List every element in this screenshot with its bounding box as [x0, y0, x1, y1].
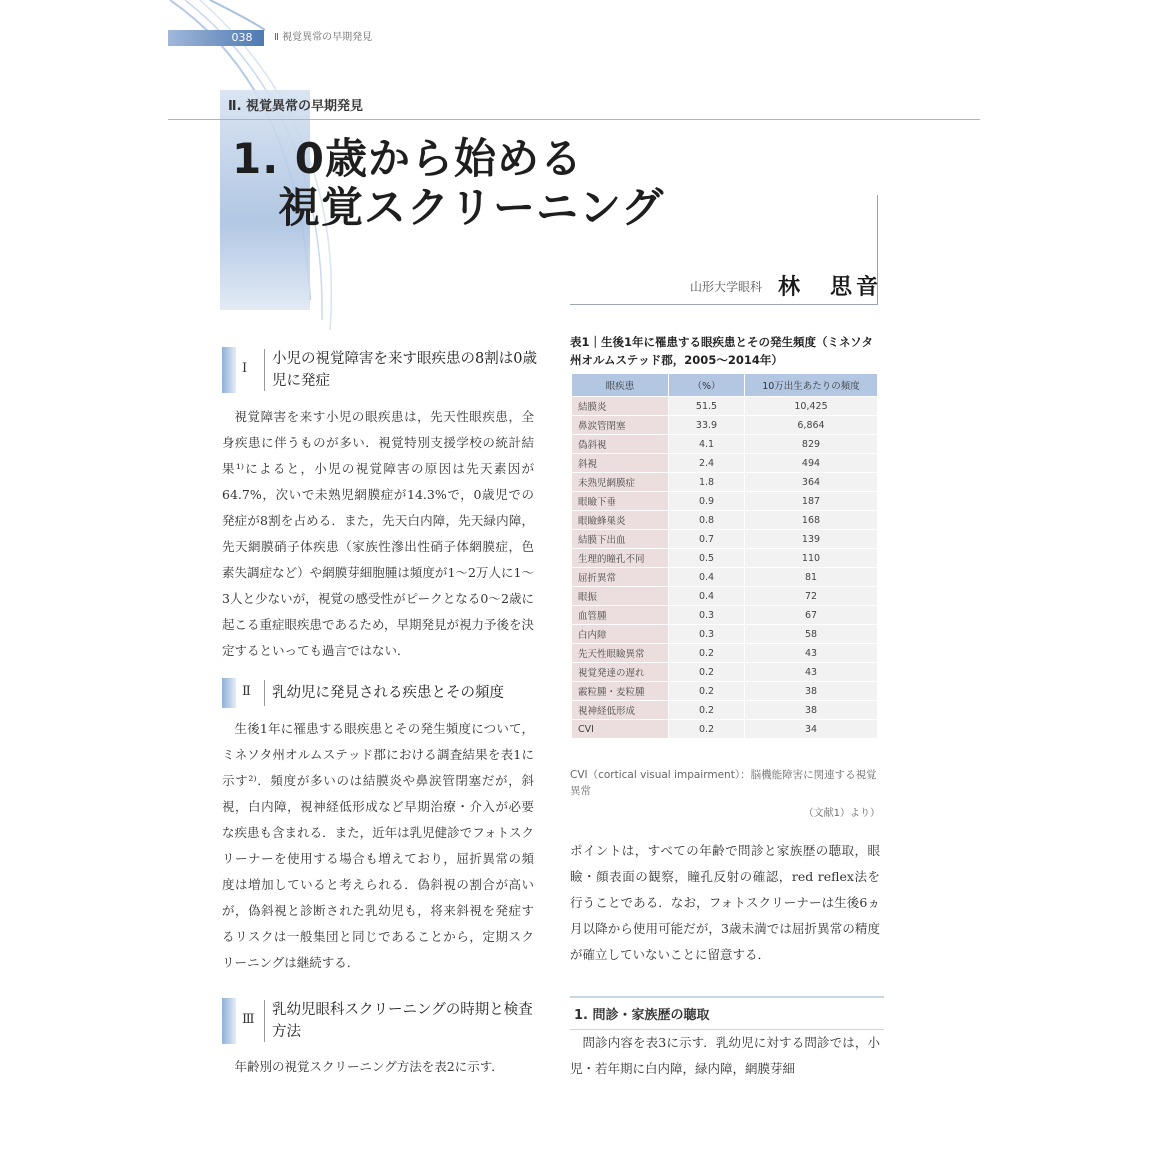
page-title-line-2: 視覚スクリーニング	[278, 183, 665, 232]
paragraph-section-1: 視覚障害を来す小児の眼疾患は，先天性眼疾患，全身疾患に伴うものが多い．視覚特別支援学校の統計結果¹⁾によると，小児の視覚障害の原因は先天素因が64.7%，次いで未熟児網膜症が14.3%で，0歳児での発症が8割を占める．また，先天白内障，先天緑内障，先天網膜硝子体疾患（家族性滲出性硝子体網膜症，色素失調症など）や網膜芽細胞腫は頻度が1～2万人に1～3人と少ないが，視覚の感受性がピークとなる0～2歳に起こる重症眼疾患であるため，早期発見が視力予後を決定するといっても過言ではない．	[222, 409, 535, 658]
table-header-cell: 眼疾患	[572, 374, 669, 397]
page-number: 038	[231, 31, 253, 44]
table-cell: 0.7	[669, 530, 745, 549]
table-row	[572, 549, 878, 568]
paragraph-section-3: 年齢別の視覚スクリーニング方法を表2に示す．	[234, 1059, 504, 1074]
table-header-row	[572, 374, 878, 397]
table-row	[572, 530, 878, 549]
table-cell: 先天性眼瞼異常	[572, 644, 669, 663]
section-heading-text: 小児の視覚障害を来す眼疾患の8割は0歳児に発症	[272, 351, 537, 389]
section-heading-1	[222, 345, 540, 395]
table-1	[571, 373, 878, 739]
heading-separator	[264, 1000, 265, 1042]
table-cell: 81	[745, 568, 878, 587]
paragraph-right-1: ポイントは，すべての年齢で問診と家族歴の聴取，眼瞼・顔表面の観察，瞳孔反射の確認，red reflex法を行うことである．なお，フォトスクリーナーは生後6ヵ月以降から使用可能だが，3歳未満では屈折異常の精度が確立していないことに留意する．	[570, 843, 880, 962]
table-cell: 0.2	[669, 644, 745, 663]
author-affiliation: 山形大学眼科	[690, 280, 763, 294]
table-cell: 0.4	[669, 568, 745, 587]
heading-separator	[264, 680, 265, 706]
table-cell: 72	[745, 587, 878, 606]
table-cell: 0.2	[669, 663, 745, 682]
table-row	[572, 511, 878, 530]
table-cell: 1.8	[669, 473, 745, 492]
section-heading-tab	[222, 678, 236, 708]
table-cell: 494	[745, 454, 878, 473]
table-cell: 偽斜視	[572, 435, 669, 454]
table-cell: 139	[745, 530, 878, 549]
running-head: Ⅱ 視覚異常の早期発見	[274, 32, 373, 43]
table-row	[572, 606, 878, 625]
table-cell: 4.1	[669, 435, 745, 454]
table-cell: 0.2	[669, 682, 745, 701]
table-cell: 10,425	[745, 397, 878, 416]
table-cell: 364	[745, 473, 878, 492]
table-cell: 眼瞼蜂巣炎	[572, 511, 669, 530]
paragraph-section-2: 生後1年に罹患する眼疾患とその発生頻度について，ミネソタ州オルムステッド郡における調査結果を表1に示す²⁾．頻度が多いのは結膜炎や鼻涙管閉塞だが，斜視，白内障，視神経低形成など早期治療・介入が必要な疾患も含まれる．また，近年は乳児健診でフォトスクリーナーを使用する場合も増えており，屈折異常の頻度は増加していると考えられる．偽斜視の割合が高いが，偽斜視と診断された乳幼児も，将来斜視を発症するリスクは一般集団と同じであることから，定期スクリーニングは継続する．	[222, 721, 534, 970]
table-row	[572, 568, 878, 587]
section-heading-2	[222, 678, 540, 708]
table-row	[572, 492, 878, 511]
section-number: Ⅱ	[242, 684, 251, 699]
title-rule	[168, 119, 980, 120]
table-row	[572, 720, 878, 739]
table-row	[572, 416, 878, 435]
section-heading-tab	[222, 998, 236, 1044]
paragraph-right-2: 問診内容を表3に示す．乳幼児に対する問診では，小児・若年期に白内障，緑内障，網膜芽細	[570, 1035, 880, 1076]
section-heading-3	[222, 996, 540, 1046]
table-row	[572, 473, 878, 492]
table-cell: 未熟児網膜症	[572, 473, 669, 492]
table-cell: 0.4	[669, 587, 745, 606]
table-source: （文献1）より）	[803, 808, 880, 819]
table-row	[572, 701, 878, 720]
author-horizontal-rule	[570, 304, 878, 305]
table-caption: 表1｜生後1年に罹患する眼疾患とその発生頻度（ミネソタ州オルムステッド郡，2005～2014年）	[570, 335, 874, 367]
table-cell: 2.4	[669, 454, 745, 473]
table-cell: 829	[745, 435, 878, 454]
table-cell: 眼瞼下垂	[572, 492, 669, 511]
table-note: CVI（cortical visual impairment）：脳機能障害に関連する視覚異常	[570, 769, 877, 797]
table-cell: 43	[745, 644, 878, 663]
table-cell: 67	[745, 606, 878, 625]
table-cell: 0.2	[669, 701, 745, 720]
section-label: Ⅱ. 視覚異常の早期発見	[228, 99, 364, 114]
table-cell: 110	[745, 549, 878, 568]
table-cell: 生理的瞳孔不同	[572, 549, 669, 568]
table-row	[572, 587, 878, 606]
table-cell: 34	[745, 720, 878, 739]
table-row	[572, 435, 878, 454]
table-cell: 6,864	[745, 416, 878, 435]
table-cell: 白内障	[572, 625, 669, 644]
table-cell: 結膜下出血	[572, 530, 669, 549]
table-cell: 58	[745, 625, 878, 644]
page-title-line-1: 1. 0歳から始める	[232, 134, 584, 183]
table-cell: 0.3	[669, 625, 745, 644]
table-header-cell: 10万出生あたりの頻度	[745, 374, 878, 397]
table-cell: 0.5	[669, 549, 745, 568]
table-header-cell: （%）	[669, 374, 745, 397]
table-cell: 視神経低形成	[572, 701, 669, 720]
table-cell: 38	[745, 701, 878, 720]
table-cell: 0.9	[669, 492, 745, 511]
table-row	[572, 682, 878, 701]
subsection-heading: 1. 問診・家族歴の聴取	[570, 996, 884, 1030]
table-cell: 0.8	[669, 511, 745, 530]
section-heading-text: 乳幼児に発見される疾患とその頻度	[272, 685, 504, 701]
section-heading-text: 乳幼児眼科スクリーニングの時期と検査方法	[272, 1002, 533, 1040]
table-row	[572, 644, 878, 663]
table-cell: 0.3	[669, 606, 745, 625]
table-cell: 43	[745, 663, 878, 682]
table-row	[572, 625, 878, 644]
table-cell: 33.9	[669, 416, 745, 435]
table-cell: 168	[745, 511, 878, 530]
table-cell: 187	[745, 492, 878, 511]
table-cell: 霰粒腫・麦粒腫	[572, 682, 669, 701]
section-heading-tab	[222, 347, 236, 393]
section-number: Ⅰ	[242, 361, 248, 376]
table-cell: 結膜炎	[572, 397, 669, 416]
table-cell: 屈折異常	[572, 568, 669, 587]
table-cell: 38	[745, 682, 878, 701]
section-number: Ⅲ	[242, 1012, 255, 1027]
table-cell: 視覚発達の遅れ	[572, 663, 669, 682]
table-row	[572, 454, 878, 473]
table-cell: 51.5	[669, 397, 745, 416]
author-name: 林 思音	[778, 275, 883, 300]
table-cell: 0.2	[669, 720, 745, 739]
table-cell: 眼振	[572, 587, 669, 606]
table-cell: 斜視	[572, 454, 669, 473]
heading-separator	[264, 349, 265, 391]
table-cell: CVI	[572, 720, 669, 739]
table-cell: 鼻涙管閉塞	[572, 416, 669, 435]
table-row	[572, 397, 878, 416]
table-cell: 血管腫	[572, 606, 669, 625]
table-row	[572, 663, 878, 682]
